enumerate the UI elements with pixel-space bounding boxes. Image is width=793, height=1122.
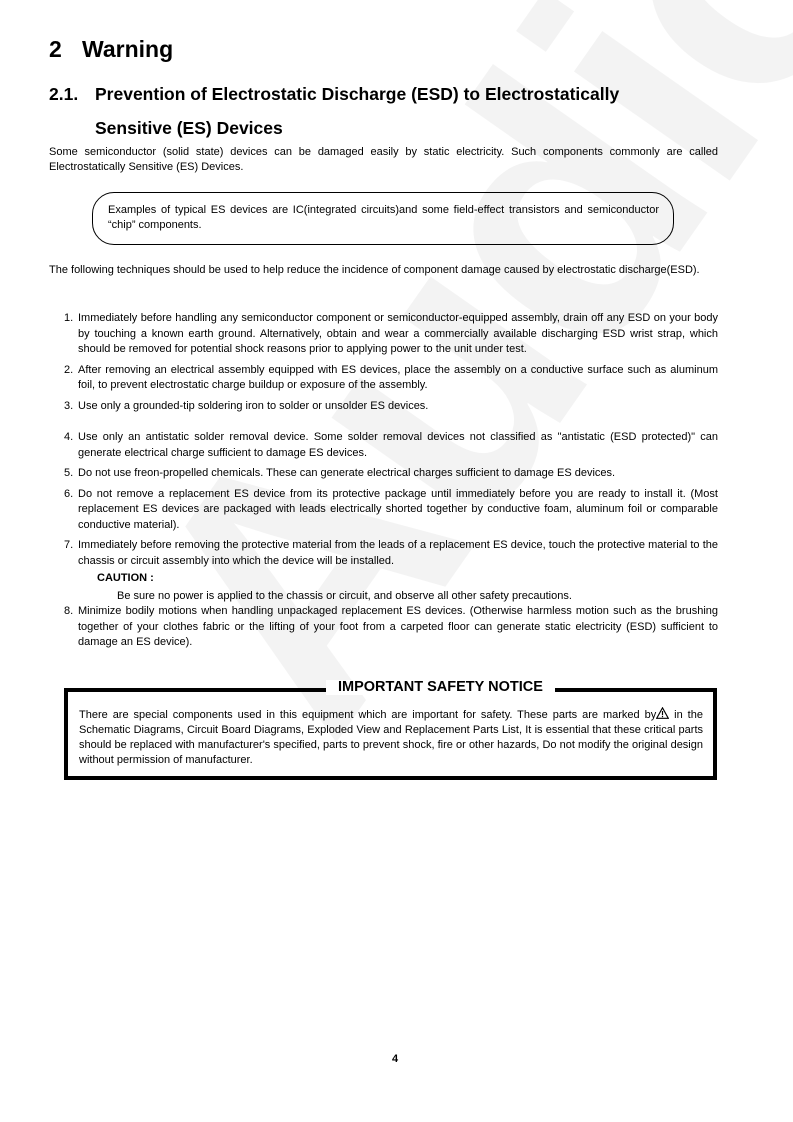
- list-item-number: 7.: [64, 539, 74, 551]
- list-item-text: Do not remove a replacement ES device from its protective package until immediately before you are ready to install it. (Most replacement ES devices are packaged with leads electrically shorted together by conductive foam, aluminum foil or comparable conductive material).: [78, 487, 718, 531]
- list-item-text: After removing an electrical assembly equipped with ES devices, place the assembly on a conductive surface such as aluminum foil, to prevent electrostatic charge buildup or exposure of the assembly.: [78, 363, 718, 391]
- list-item-number: 2.: [64, 363, 74, 376]
- safety-notice-text: [79, 707, 703, 768]
- list-item-number: 8.: [64, 605, 74, 617]
- list-item-text: Use only a grounded-tip soldering iron to solder or unsolder ES devices.: [78, 399, 429, 412]
- section-heading: [49, 36, 173, 63]
- subsection-title-line2: Sensitive (ES) Devices: [95, 118, 283, 138]
- list-item: [64, 399, 718, 415]
- list-item: [64, 363, 718, 394]
- techniques-list: [64, 311, 718, 656]
- subsection-title-line1: Prevention of Electrostatic Discharge (ESD) to Electrostatically: [95, 84, 620, 104]
- caution-text: Be sure no power is applied to the chassis or circuit, and observe all other safety precautions.: [117, 589, 572, 602]
- safety-notice-box: [64, 679, 717, 780]
- list-item-number: 5.: [64, 467, 74, 479]
- page-number: 4: [392, 1053, 399, 1065]
- subsection-number: 2.1.: [49, 84, 79, 104]
- intro-paragraph: Some semiconductor (solid state) devices can be damaged easily by static electricity. Such components commonly are called Electrostatically Sensitive (ES) Devices.: [49, 146, 718, 173]
- list-item-number: 6.: [64, 487, 74, 500]
- list-item: [64, 487, 718, 534]
- safety-notice-title: IMPORTANT SAFETY NOTICE: [326, 680, 555, 695]
- list-item-text: Use only an antistatic solder removal device. Some solder removal devices not classified as "antistatic (ESD protected)" can generate electrical charge sufficient to damage ES devices.: [78, 431, 718, 459]
- list-item: [64, 538, 718, 604]
- list-item-number: 3.: [64, 399, 74, 412]
- techniques-intro-paragraph: The following techniques should be used to help reduce the incidence of component damage caused by electrostatic discharge(ESD).: [49, 264, 700, 276]
- safety-notice-text-end: in the Schematic Diagrams, Circuit Board Diagrams, Exploded View and Replacement Parts List, It is essential that these critical parts should be replaced with manufacturer's specified, parts to prevent shock, fire or other hazards, Do not modify the original design without permission of manufacturer.: [79, 709, 703, 766]
- list-item-text: Immediately before handling any semiconductor component or semiconductor-equipped assembly, drain off any ESD on your body by touching a known earth ground. Alternatively, obtain and wear a commercially available discharging ESD wrist strap, which should be removed for potential shock reasons prior to applying power to the unit under test.: [78, 312, 718, 355]
- section-number: 2: [49, 36, 62, 62]
- list-item-text: Minimize bodily motions when handling unpackaged replacement ES devices. (Otherwise harmless motion such as the brushing together of your clothes fabric or the lifting of your foot from a carpeted floor can generate static electricity (ESD) sufficient to damage an ES device).: [78, 605, 718, 648]
- caution-label: CAUTION :: [97, 572, 154, 584]
- list-item-number: 1.: [64, 312, 74, 324]
- warning-triangle-icon: [656, 707, 669, 719]
- list-item: [64, 311, 718, 358]
- list-item: [64, 604, 718, 651]
- list-item-text: Immediately before removing the protective material from the leads of a replacement ES device, touch the protective material to the chassis or circuit assembly into which the device will be installed.: [78, 539, 718, 567]
- subsection-heading: [49, 84, 619, 105]
- section-title: Warning: [82, 36, 174, 62]
- list-item: [64, 466, 718, 482]
- safety-notice-text-start: There are special components used in this equipment which are important for safety. These parts are marked by: [79, 709, 657, 721]
- list-item-number: 4.: [64, 431, 74, 443]
- list-item: [64, 430, 718, 461]
- example-callout-box: Examples of typical ES devices are IC(integrated circuits)and some field-effect transistors and semiconductor “chip” components.: [92, 192, 674, 245]
- list-item-text: Do not use freon-propelled chemicals. These can generate electrical charges sufficient to damage ES devices.: [78, 467, 616, 479]
